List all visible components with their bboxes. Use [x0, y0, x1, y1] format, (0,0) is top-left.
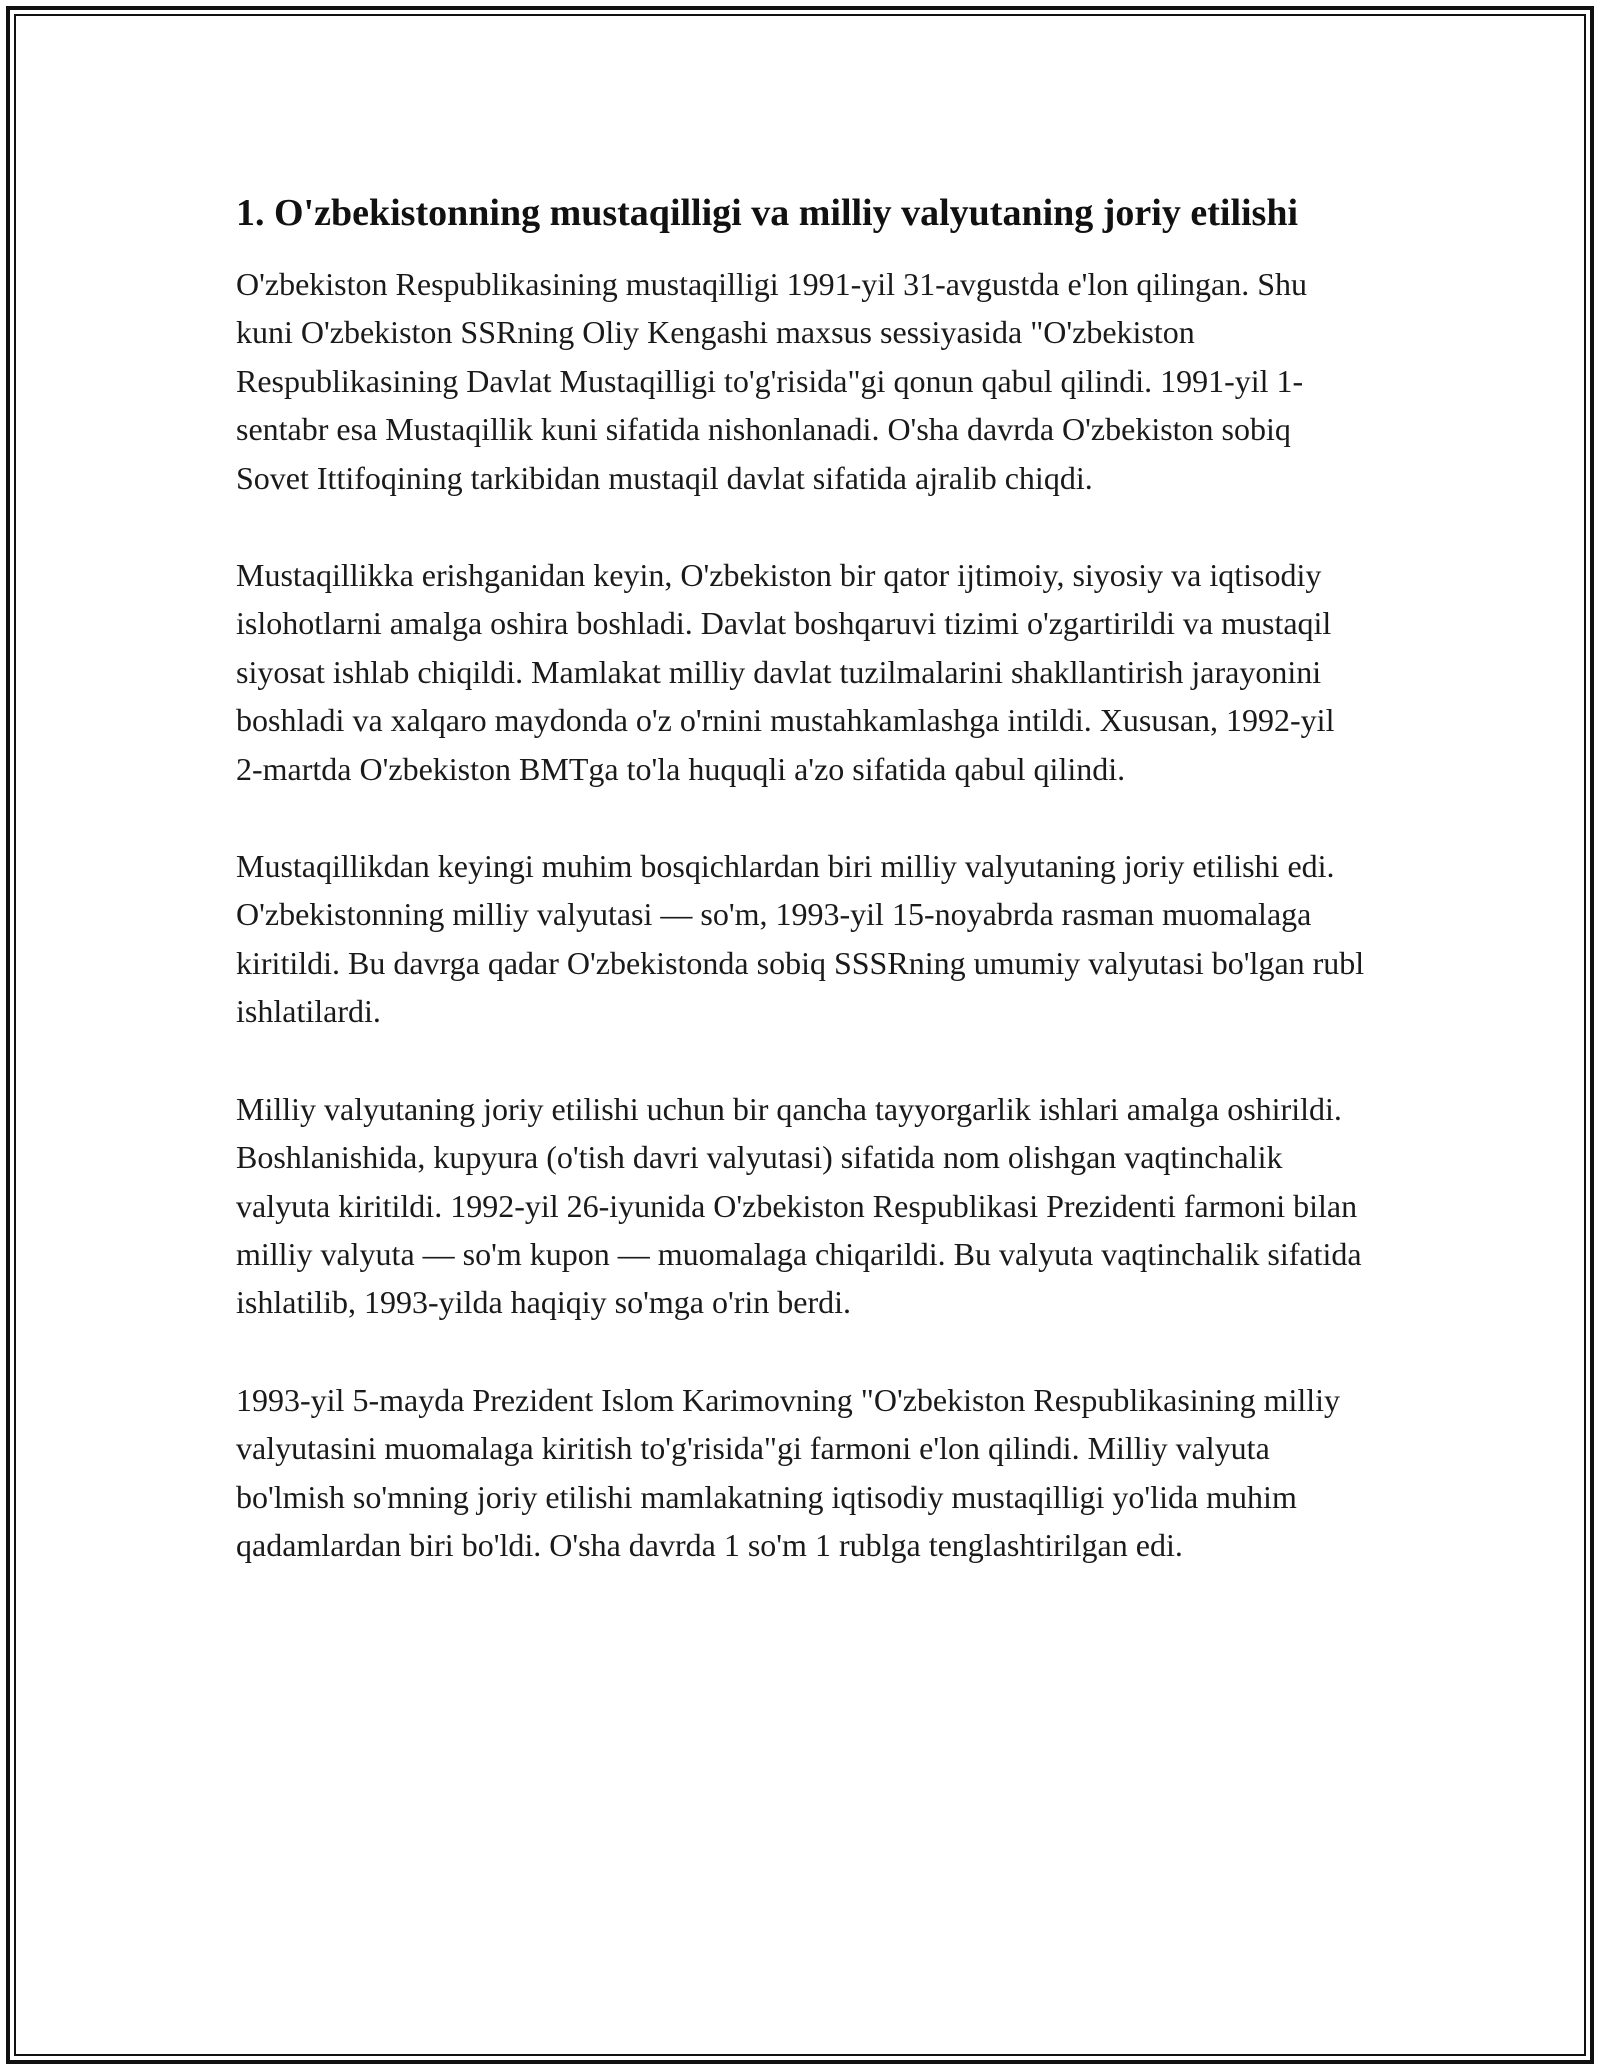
paragraph-independence: O'zbekiston Respublikasining mustaqilligi 1991-yil 31-avgustda e'lon qilingan. Shu kuni O'zbekiston SSRning Oliy Kengashi maxsus sessiyasida "O'zbekiston Respublikasining Davlat Mustaqilligi to'g'risida"gi qonun qabul qilindi. 1991-yil 1-sentabr esa Mustaqillik kuni sifatida nishonlanadi. O'sha davrda O'zbekiston sobiq Sovet Ittifoqining tarkibidan mustaqil davlat sifatida ajralib chiqdi.: [236, 266, 1307, 496]
paragraph-reforms: Mustaqillikka erishganidan keyin, O'zbekiston bir qator ijtimoiy, siyosiy va iqtisodiy islohotlarni amalga oshira boshladi. Davlat boshqaruvi tizimi o'zgartirildi va mustaqil siyosat ishlab chiqildi. Mamlakat milliy davlat tuzilmalarini shakllantirish jarayonini boshladi va xalqaro maydonda o'z o'rnini mustahkamlashga intildi. Xususan, 1992-yil 2-martda O'zbekiston BMTga to'la huquqli a'zo sifatida qabul qilindi.: [236, 557, 1335, 787]
paragraph-currency-introduction: Mustaqillikdan keyingi muhim bosqichlardan biri milliy valyutaning joriy etilishi edi. O'zbekistonning milliy valyutasi — so'm, 1993-yil 15-noyabrda rasman muomalaga kiritildi. Bu davrga qadar O'zbekistonda sobiq SSSRning umumiy valyutasi bo'lgan rubl ishlatilardi.: [236, 848, 1365, 1030]
paragraph-presidential-decree: 1993-yil 5-mayda Prezident Islom Karimovning "O'zbekiston Respublikasining milliy valyutasini muomalaga kiritish to'g'risida"gi farmoni e'lon qilindi. Milliy valyuta bo'lmish so'mning joriy etilishi mamlakatning iqtisodiy mustaqilligi yo'lida muhim qadamlardan biri bo'ldi. O'sha davrda 1 so'm 1 rublga tenglashtirilgan edi.: [236, 1381, 1341, 1563]
paragraph-currency-preparation: Milliy valyutaning joriy etilishi uchun bir qancha tayyorgarlik ishlari amalga oshirildi. Boshlanishida, kupyura (o'tish davri valyutasi) sifatida nom olishgan vaqtinchalik valyuta kiritildi. 1992-yil 26-iyunida O'zbekiston Respublikasi Prezidenti farmoni bilan milliy valyuta — so'm kupon — muomalaga chiqarildi. Bu valyuta vaqtinchalik sifatida ishlatilib, 1993-yilda haqiqiy so'mga o'rin berdi.: [236, 1090, 1362, 1321]
document-body: [236, 186, 1366, 1618]
document-title: 1. O'zbekistonning mustaqilligi va milliy valyutaning joriy etilishi: [236, 192, 1299, 234]
